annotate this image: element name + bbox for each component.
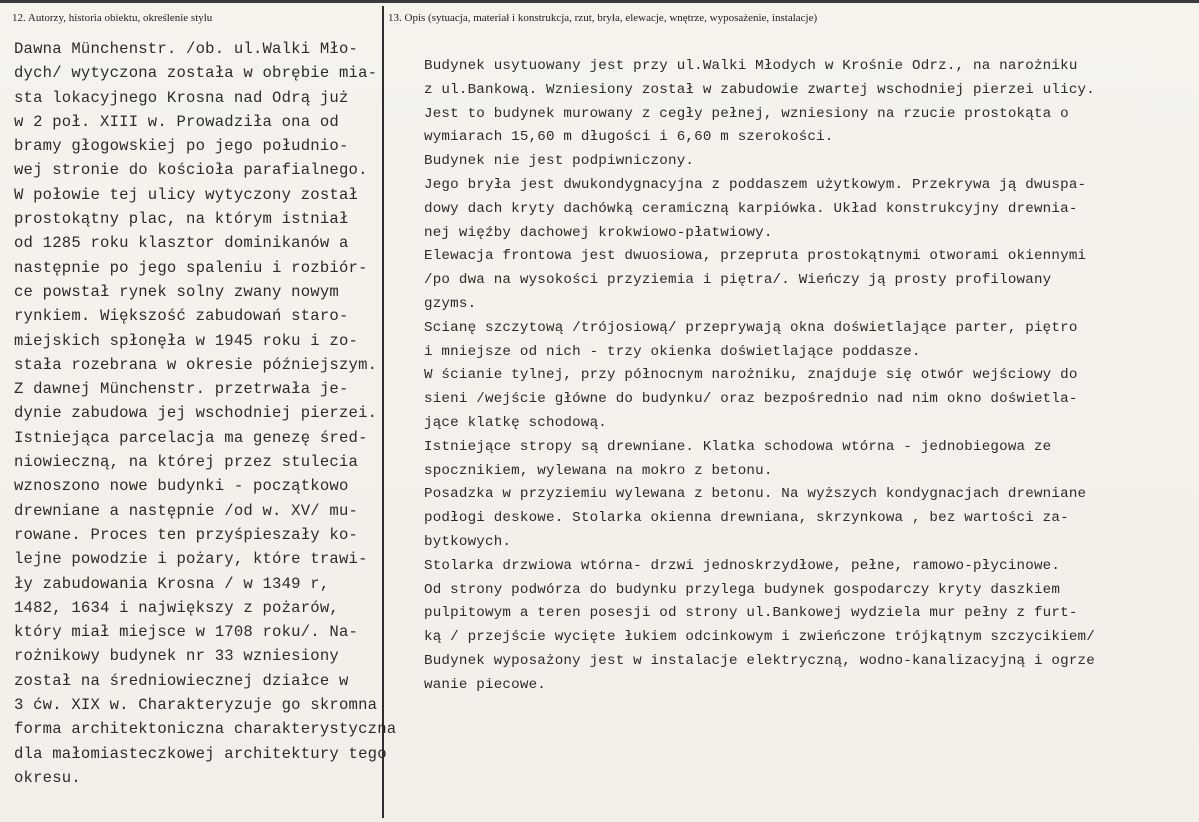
history-text-line: 1482, 1634 i największy z pożarów, [14,598,339,617]
history-text-line: okresu. [14,768,81,787]
history-text-line: 3 ćw. XIX w. Charakteryzuje go skromna [14,696,378,715]
description-text-line: Posadzka w przyziemiu wylewana z betonu. Na wyższych kondygnacjach drewniane [424,486,1087,503]
top-border-line [0,0,1199,3]
description-text-line: i mniejsze od nich - trzy okienka doświetlające poddasze. [424,343,921,360]
history-text-line: niowieczną, na której przez stulecia [14,453,359,472]
history-text-line: bramy głogowskiej po jego południo- [14,137,349,156]
description-text-line: gzyms. [424,295,477,312]
description-text-line: wanie piecowe. [424,676,546,693]
history-text-column [14,37,414,790]
description-text-line: Budynek nie jest podpiwniczony. [424,153,695,170]
history-text-line: dych/ wytyczona została w obrębie mia- [14,64,378,83]
history-text-line: następnie po jego spaleniu i rozbiór- [14,258,368,277]
description-text-line: pulpitowym a teren posesji od strony ul.Bankowej wydziela mur pełny z furt- [424,605,1078,622]
description-text-line: W ścianie tylnej, przy północnym narożniku, znajduje się otwór wejściowy do [424,367,1078,384]
description-text-line: Elewacja frontowa jest dwuosiowa, przepruta prostokątnymi otworami okiennymi [424,248,1087,265]
description-text-line: Stolarka drzwiowa wtórna- drzwi jednoskrzydłowe, pełne, ramowo-płycinowe. [424,557,1061,574]
history-text-line: od 1285 roku klasztor dominikanów a [14,234,349,253]
description-text-line: Jest to budynek murowany z cegły pełnej, wzniesiony na rzucie prostokąta o [424,105,1069,122]
description-text-line: Jego bryła jest dwukondygnacyjna z poddaszem użytkowym. Przekrywa ją dwuspa- [424,176,1087,193]
description-text-line: dowy dach kryty dachówką ceramiczną karpiówka. Układ konstrukcyjny drewnia- [424,200,1078,217]
history-text-line: dynie zabudowa jej wschodniej pierzei. [14,404,378,423]
history-text-line: który miał miejsce w 1708 roku/. Na- [14,623,359,642]
history-text-line: rożnikowy budynek nr 33 wzniesiony [14,647,339,666]
description-text-line: bytkowych. [424,533,512,550]
history-text-line: dla małomiasteczkowej architektury tego [14,744,387,763]
history-text-line: W połowie tej ulicy wytyczony został [14,185,359,204]
description-text-line: podłogi deskowe. Stolarka okienna drewniana, skrzynkowa , bez wartości za- [424,510,1069,527]
history-text-line: wej stronie do kościoła parafialnego. [14,161,368,180]
description-text-line: wymiarach 15,60 m długości i 6,60 m szerokości. [424,129,834,146]
history-text-line: wznoszono nowe budynki - początkowo [14,477,349,496]
description-text-line: Istniejące stropy są drewniane. Klatka schodowa wtórna - jednobiegowa ze [424,438,1052,455]
section-13-heading: 13. Opis (sytuacja, materiał i konstrukcja, rzut, bryła, elewacje, wnętrze, wyposażenie, instalacje) [388,12,818,24]
description-text-line: spocznikiem, wylewana na mokro z betonu. [424,462,773,479]
description-text-column [424,55,1194,698]
history-text-line: miejskich spłonęła w 1945 roku i zo- [14,331,359,350]
history-text-line: rynkiem. Większość zabudowań staro- [14,307,349,326]
description-text-line: nej więźby dachowej krokwiowo-płatwiowy. [424,224,773,241]
description-text-line: z ul.Bankową. Wzniesiony został w zabudowie zwartej wschodniej pierzei ulicy. [424,81,1095,98]
history-text-line: forma architektoniczna charakterystyczna [14,720,397,739]
description-text-line: jące klatkę schodową. [424,414,607,431]
description-text-line: sieni /wejście główne do budynku/ oraz bezpośrednio nad nim okno doświetla- [424,391,1078,408]
history-text-line: ce powstał rynek solny zwany nowym [14,282,339,301]
history-text-line: lejne powodzie i pożary, które trawi- [14,550,368,569]
history-text-line: stała rozebrana w okresie późniejszym. [14,355,378,374]
description-text-line: Budynek wyposażony jest w instalacje elektryczną, wodno-kanalizacyjną i ogrze [424,652,1095,669]
history-text-line: Z dawnej Münchenstr. przetrwała je- [14,380,349,399]
history-text-line: drewniane a następnie /od w. XV/ mu- [14,501,359,520]
history-text-line: ły zabudowania Krosna / w 1349 r, [14,574,330,593]
history-text-line: rowane. Proces ten przyśpieszały ko- [14,525,359,544]
history-text-line: Dawna Münchenstr. /ob. ul.Walki Mło- [14,40,359,58]
history-text-line: prostokątny plac, na którym istniał [14,210,349,229]
history-text-line: Istniejąca parcelacja ma genezę śred- [14,428,368,447]
description-text-line: Scianę szczytową /trójosiową/ przeprywają okna doświetlające parter, piętro [424,319,1078,336]
history-text-line: został na średniowiecznej działce w [14,671,349,690]
description-text-line: Od strony podwórza do budynku przylega budynek gospodarczy kryty daszkiem [424,581,1061,598]
history-text-line: sta lokacyjnego Krosna nad Odrą już [14,88,349,107]
section-12-heading: 12. Autorzy, historia obiektu, określenie stylu [12,12,213,24]
history-text-line: w 2 poł. XIII w. Prowadziła ona od [14,112,339,131]
description-text-line: /po dwa na wysokości przyziemia i piętra/. Wieńczy ją prosty profilowany [424,272,1052,289]
description-text-line: ką / przejście wycięte łukiem odcinkowym i zwieńczone trójkątnym szczycikiem/ [424,629,1095,646]
description-text-line: Budynek usytuowany jest przy ul.Walki Młodych w Krośnie Odrz., na narożniku [424,58,1078,74]
